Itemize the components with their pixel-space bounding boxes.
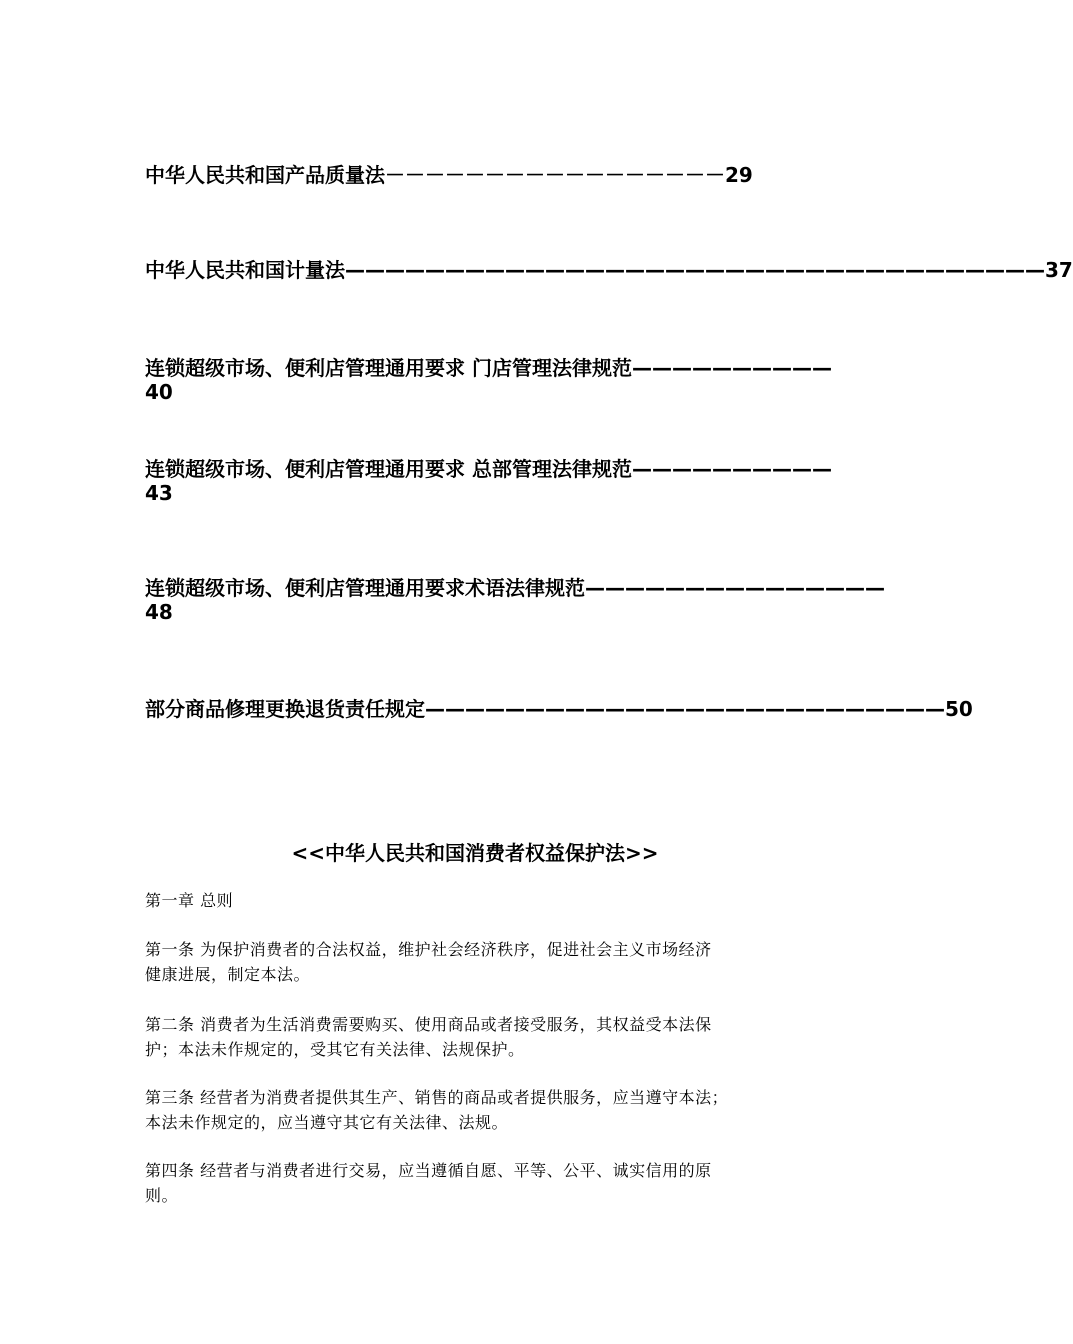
article-line: 本法未作规定的，应当遵守其它有关法律、法规。	[145, 1113, 509, 1132]
document-title: <<中华人民共和国消费者权益保护法>>	[291, 841, 659, 865]
toc-entry-title: 连锁超级市场、便利店管理通用要求 总部管理法律规范	[145, 457, 632, 481]
article-2	[145, 1012, 815, 1062]
toc-entry-headquarters-regulations[interactable]	[145, 457, 832, 505]
toc-entry-leader: ———————————————————————————————————	[345, 258, 1045, 282]
toc-entry-page: 50	[945, 697, 973, 721]
article-line: 第二条 消费者为生活消费需要购买、使用商品或者接受服务，其权益受本法保	[145, 1015, 712, 1034]
toc-entry-title: 连锁超级市场、便利店管理通用要求 门店管理法律规范	[145, 356, 632, 380]
article-line: 第三条 经营者为消费者提供其生产、销售的商品或者提供服务，应当遵守本法；	[145, 1088, 729, 1107]
chapter-heading: 第一章 总则	[145, 891, 234, 910]
toc-entry-product-quality-law[interactable]	[145, 163, 815, 187]
article-1	[145, 937, 815, 987]
toc-entry-title: 部分商品修理更换退货责任规定	[145, 697, 425, 721]
toc-entry-page: 37	[1045, 258, 1073, 282]
article-line: 健康进展，制定本法。	[145, 965, 311, 984]
toc-entry-page: 48	[145, 600, 173, 624]
toc-entry-terminology-regulations[interactable]	[145, 576, 885, 624]
toc-entry-title: 连锁超级市场、便利店管理通用要求术语法律规范	[145, 576, 585, 600]
toc-entry-metrology-law[interactable]	[145, 258, 1073, 282]
toc-entry-leader: －－－－－－－－－－－－－－－－－	[385, 163, 725, 187]
toc-entry-leader: ——————————	[631, 356, 832, 380]
article-line: 第四条 经营者与消费者进行交易，应当遵循自愿、平等、公平、诚实信用的原	[145, 1161, 712, 1180]
toc-entry-title: 中华人民共和国产品质量法	[145, 163, 385, 187]
toc-entry-leader: ———————————————	[585, 576, 885, 600]
article-4	[145, 1158, 815, 1208]
toc-entry-title: 中华人民共和国计量法	[145, 258, 345, 282]
toc-entry-leader: ——————————————————————————	[425, 697, 945, 721]
article-line: 护；本法未作规定的，受其它有关法律、法规保护。	[145, 1040, 525, 1059]
article-line: 第一条 为保护消费者的合法权益，维护社会经济秩序，促进社会主义市场经济	[145, 940, 712, 959]
article-3	[145, 1085, 815, 1135]
article-line: 则。	[145, 1186, 179, 1205]
toc-entry-page: 29	[725, 163, 753, 187]
toc-entry-leader: ——————————	[631, 457, 832, 481]
toc-entry-page: 40	[145, 380, 173, 404]
toc-entry-repair-return-rules[interactable]	[145, 697, 973, 721]
toc-entry-page: 43	[145, 481, 173, 505]
toc-entry-chain-store-regulations[interactable]	[145, 356, 832, 404]
